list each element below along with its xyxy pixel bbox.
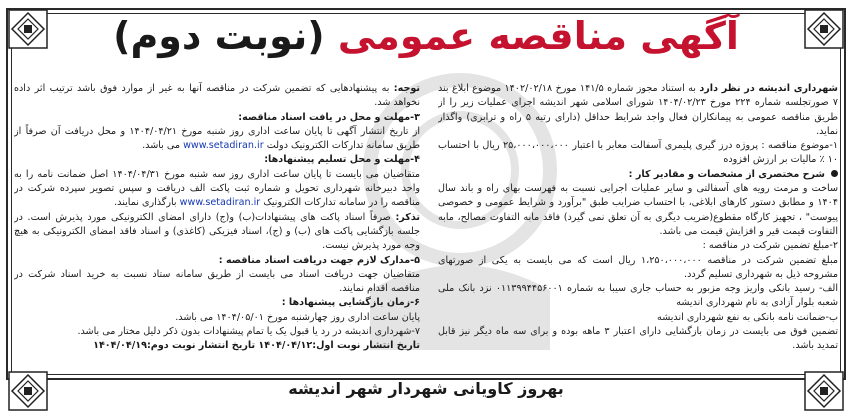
paragraph-4b: بارگذاری نمایند. bbox=[114, 197, 177, 209]
corner-ornament-top-right bbox=[804, 9, 844, 49]
paragraph-3 bbox=[14, 125, 420, 154]
setadiran-link-2[interactable]: www.setadiran.ir bbox=[179, 197, 261, 209]
mayor-signature-line: بهروز کاویانی شهردار شهر اندیشه bbox=[288, 379, 564, 398]
setadiran-link[interactable]: www.setadiran.ir bbox=[183, 140, 264, 152]
option-be: ب-ضمانت نامه بانکی به نفع شهرداری اندیشه bbox=[657, 311, 838, 323]
heading-4: ۴-مهلت و محل تسلیم پیشنهادها: bbox=[264, 154, 420, 166]
guarantee-validity: تضمین فوق می بایست در زمان بازگشایی دارای اعتبار ۳ ماهه بوده و برای سه ماه دیگر نیز قابل تمدید باشد. bbox=[438, 326, 838, 352]
note-2-paragraph bbox=[14, 211, 420, 254]
title-sub: (نوبت دوم) bbox=[113, 14, 325, 58]
paragraph-4 bbox=[14, 168, 420, 211]
left-column bbox=[14, 82, 420, 375]
note-paragraph bbox=[14, 82, 420, 111]
bullet-icon bbox=[831, 170, 838, 177]
option-alef: الف- رسید بانکی واریز وجه مزبور به حساب جاری سیبا به شماره ۰۱۱۳۹۹۴۴۵۶۰۰۱ نزد بانک ملی شعبه بلوار آزادی به نام شهرداری اندیشه bbox=[438, 283, 838, 309]
paragraph-7: ۷-شهرداری اندیشه در رد یا قبول یک یا تمام پیشنهادات بدون ذکر دلیل مختار می باشد. bbox=[77, 326, 420, 338]
right-column bbox=[438, 82, 838, 375]
specs-paragraph: ساخت و مرمت رویه های آسفالتی و سایر عملیات اجرایی نسبت به فهرست بهای راه و باند سال ۱۴۰۴ و مطابق دستور کارهای ابلاغی، با احتساب ضرایب طبق "برآورد و شرایط عمومی و خصوصی پیوست" ، تجهیز کارگاه مقطوع(ضریب دیگری به آن تعلق نمی گیرد) فاقد مابه التفاوت مصالح، مابه التفاوت قیمت قیر و افزایش قیمت می باشد. bbox=[438, 183, 838, 237]
guarantee-paragraph: مبلغ تضمین شرکت در مناقصه ۱،۲۵۰،۰۰۰،۰۰۰ ریال است که می بایست به یکی از صورتهای مشروحه ذیل به شهرداری تسلیم گردد. bbox=[438, 254, 838, 280]
paragraph-4a: متقاضیان می بایست تا پایان ساعت اداری روز سه شنبه مورخ ۱۴۰۴/۰۴/۳۱ اصل ضمانت نامه را به واحد دبیرخانه شهرداری تحویل و شماره ثبت پاکت الف دریافت و سپس تصویر سپرده شرکت در مناقصه را در سامانه تدارکات الکترونیک bbox=[14, 168, 420, 209]
title-main: آگهی مناقصه عمومی bbox=[337, 14, 739, 58]
corner-ornament-top-left bbox=[8, 9, 48, 49]
intro-bold: شهرداری اندیشه در نظر دارد bbox=[699, 83, 838, 94]
heading-specs-text: شرح مختصری از مشخصات و مقادیر کار : bbox=[628, 168, 825, 180]
paragraph-3b: می باشد. bbox=[142, 140, 181, 152]
note-text: به پیشنهادهایی که تضمین شرکت در مناقصه آنها به غیر از موارد فوق باشد ترتیب اثر داده نخواهد شد. bbox=[14, 83, 420, 109]
intro-text: به استناد مجوز شماره ۱۴۱/۵ مورخ ۱۴۰۲/۰۲/۱۸ موضوع ابلاغ بند ۷ صورتجلسه شماره ۲۲۴ مورخ ۱۴۰۴/۰۲/۲۳ شورای اسلامی شهر اندیشه اجرای عملیات زیر را از طریق مناقصه عمومی به پیمانکاران فعال واجد شرایط حداقل (دارای رتبه ۵ راه و ترابری) واگذار نماید. bbox=[438, 83, 838, 137]
note-2-text: صرفاً اسناد پاکت های پیشنهادات(ب) و(ج) دارای امضای الکترونیکی مورد پذیرش است. در جلسه بازگشایی پاکت های (ب) و (ج)، اسناد فیزیکی (کاغذی) و اسناد فاقد امضای الکترونیکی به هیچ وجه مورد پذیرش نیست. bbox=[14, 211, 420, 252]
paragraph-3a: از تاریخ انتشار آگهی تا پایان ساعت اداری روز شنبه مورخ ۱۴۰۴/۰۴/۲۱ و محل دریافت آن صرفاً از طریق سامانه تدارکات الکترونیک دولت bbox=[14, 125, 420, 152]
note-2-bold: تذکر: bbox=[395, 211, 420, 223]
publication-dates: تاریخ انتشار نوبت اول:۱۴۰۴/۰۴/۱۲ تاریخ انتشار نوبت دوم:۱۴۰۴/۰۴/۱۹ bbox=[93, 340, 420, 352]
intro-paragraph bbox=[438, 82, 838, 139]
heading-3: ۳-مهلت و محل در یافت اسناد مناقصه: bbox=[238, 111, 420, 123]
paragraph-5: متقاضیان جهت دریافت اسناد می بایست از طریق سامانه ستاد نسبت به خرید اسناد شرکت در مناقصه اقدام نمایند. bbox=[14, 268, 420, 295]
note-bold: توجه: bbox=[393, 83, 420, 94]
paragraph-6: پایان ساعت اداری روز چهارشنبه مورخ ۱۴۰۴/۰۵/۰۱ می باشد. bbox=[175, 311, 420, 323]
item-1: ۱-موضوع مناقصه : پروژه درز گیری پلیمری آسفالت معابر با اعتبار ۲۵،۰۰۰،۰۰۰،۰۰۰ ریال با احتساب ۱۰ ٪ مالیات بر ارزش افزوده bbox=[438, 140, 838, 166]
guarantee-title: ۲-مبلغ تضمین شرکت در مناقصه : bbox=[702, 240, 838, 252]
heading-specs bbox=[438, 168, 838, 182]
heading-6: ۶-زمان بازگشایی پیشنهادها : bbox=[281, 297, 420, 309]
heading-5: ۵-مدارک لازم جهت دریافت اسناد مناقصه : bbox=[218, 254, 420, 266]
page-title bbox=[110, 14, 742, 66]
